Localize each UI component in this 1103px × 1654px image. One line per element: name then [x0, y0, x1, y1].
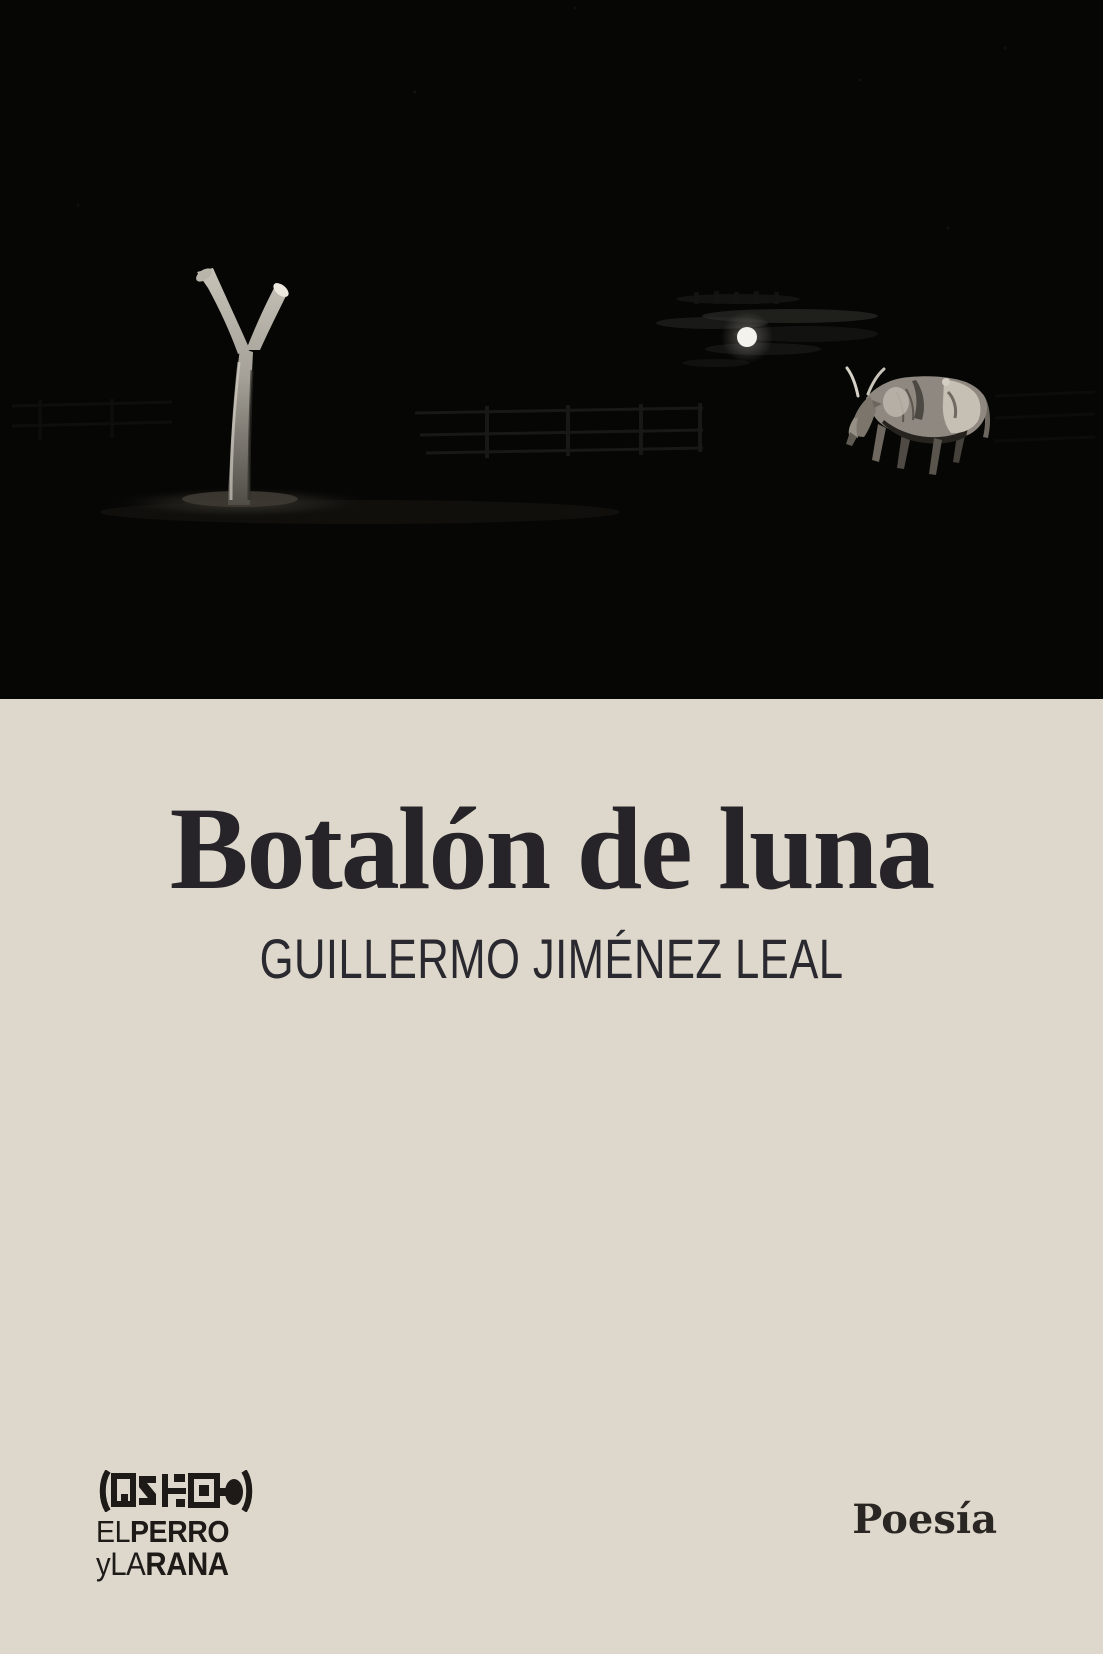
publisher-logo-mark [96, 1470, 254, 1512]
publisher-perro: PERRO [129, 1514, 230, 1549]
publisher-logo [96, 1470, 266, 1580]
night-scene [0, 0, 1103, 699]
publisher-line-2 [96, 1548, 252, 1580]
cover-photo [0, 0, 1103, 699]
moon [721, 311, 773, 363]
book-title: Botalón de luna [169, 783, 934, 914]
publisher-line-1 [96, 1516, 252, 1547]
publisher-la: LA [110, 1546, 146, 1582]
publisher-y: y [96, 1546, 111, 1582]
genre-label: Poesía [852, 1496, 997, 1543]
author-name: GUILLERMO JIMÉNEZ LEAL [259, 927, 844, 990]
night-sky [0, 0, 1103, 699]
publisher-el: EL [96, 1514, 130, 1549]
publisher-rana: RANA [145, 1546, 229, 1582]
